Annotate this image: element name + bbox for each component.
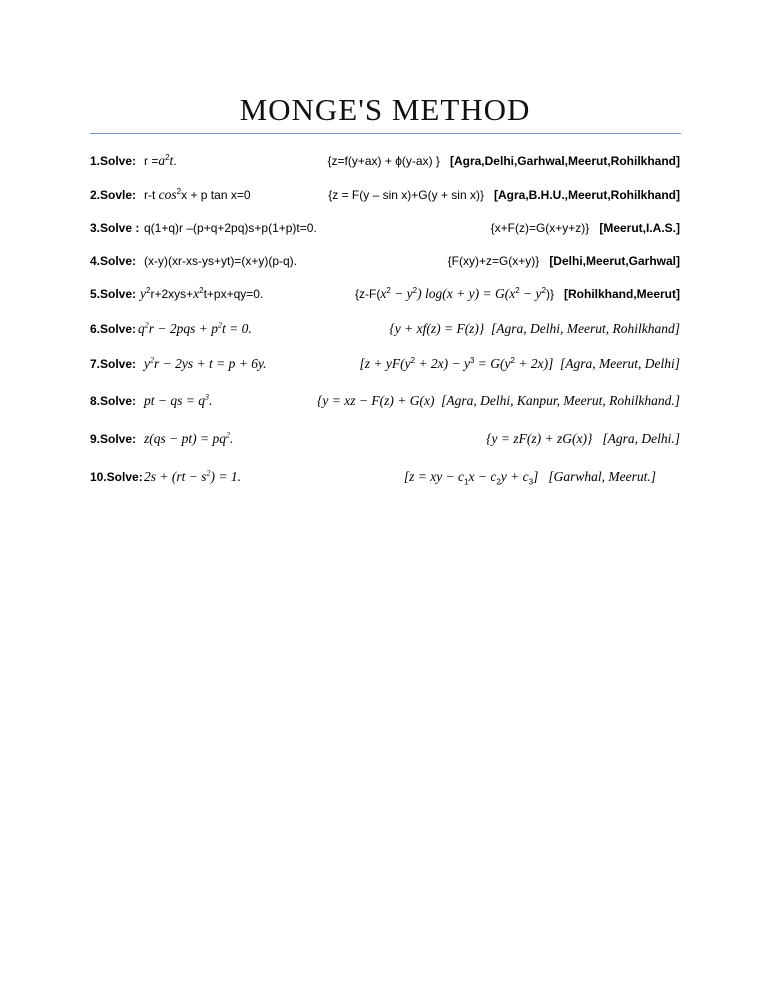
- problem-row-3: [90, 217, 680, 239]
- problem-row-7: [90, 353, 680, 375]
- problem-reference: [Agra, Delhi.]: [602, 431, 680, 446]
- problem-solution: {F(xy)+z=G(x+y)} [Delhi,Meerut,Garhwal]: [447, 254, 680, 268]
- problem-equation: $q^2r - 2pqs + p^2t = 0$.: [138, 320, 252, 336]
- problem-label: 9.Solve:: [90, 432, 137, 446]
- problem-equation: pt − qs = $q^3$.: [144, 392, 213, 408]
- problem-solution: {y + xf(z) = F(z)} [Agra, Delhi, Meerut, Rohilkhand]: [389, 321, 680, 336]
- problem-reference: [Agra,Delhi,Garhwal,Meerut,Rohilkhand]: [449, 154, 680, 168]
- problem-label: 5.Solve:: [90, 287, 137, 301]
- problem-equation: $y^2r+2xys+x^2t+px+qy=0$.: [140, 286, 264, 301]
- problem-row-10: [90, 466, 680, 488]
- problem-solution: $[z + yF(y^2 + 2x) - y^3 = G(y^2 + 2x)]$ [Agra, Meerut, Delhi]: [359, 356, 680, 371]
- problem-equation: $2s + (rt - s^2) = 1$.: [144, 468, 241, 484]
- problem-row-9: [90, 428, 680, 450]
- problem-label: 10.Solve:: [90, 470, 143, 484]
- problem-label: 1.Solve:: [90, 154, 137, 168]
- problem-solution: {z=f(y+ax) + ϕ(y-ax) } [Agra,Delhi,Garhwal,Meerut,Rohilkhand]: [327, 154, 680, 168]
- problem-equation: $r =a^2t$.: [144, 153, 177, 168]
- problem-row-6: [90, 318, 680, 340]
- problem-reference: [Agra, Delhi, Meerut, Rohilkhand]: [491, 321, 680, 336]
- problem-reference: [Agra,B.H.U.,Meerut,Rohilkhand]: [493, 188, 680, 202]
- problem-row-4: [90, 250, 680, 272]
- problem-equation: $z(qs - pt) = pq^2$.: [144, 430, 234, 446]
- problem-label: 3.Solve :: [90, 221, 140, 235]
- problem-equation: q(1+q)r –(p+q+2pq)s+p(1+p)t=0.: [144, 221, 317, 235]
- problem-row-5: [90, 283, 680, 305]
- page-title: MONGE'S METHOD: [239, 92, 531, 127]
- problem-solution: {y = xz − F(z) + G(x) [Agra, Delhi, Kanpur, Meerut, Rohilkhand.]: [317, 393, 680, 408]
- problem-label: 8.Solve:: [90, 394, 137, 408]
- problem-solution: {z = F(y – sin x)+G(y + sin x)} [Agra,B.H.U.,Meerut,Rohilkhand]: [328, 188, 680, 202]
- problem-solution: $\{z-F(x^2 - y^2) \log(x + y) = G(x^2 - y^2)\}$ [Rohilkhand,Meerut]: [354, 286, 680, 301]
- problem-reference: [Agra, Meerut, Delhi]: [560, 356, 680, 371]
- problem-row-1: [90, 150, 680, 172]
- problem-solution: {x+F(z)=G(x+y+z)} [Meerut,I.A.S.]: [490, 221, 680, 235]
- problem-row-8: [90, 390, 680, 412]
- problem-label: 2.Sovle:: [90, 188, 137, 202]
- problem-reference: [Agra, Delhi, Kanpur, Meerut, Rohilkhand.]: [441, 393, 680, 408]
- title-divider: [90, 133, 681, 134]
- problem-solution: {y = zF(z) + zG(x)} [Agra, Delhi.]: [486, 431, 680, 446]
- problem-label: 6.Solve:: [90, 322, 137, 336]
- problem-solution: [z = xy − $c_1x - c_2y + c_3$] [Garwhal, Meerut.]: [403, 469, 656, 487]
- problem-equation: $y^2r - 2ys + t = p + 6y$.: [144, 355, 267, 371]
- problem-label: 7.Solve:: [90, 357, 137, 371]
- problem-reference: [Meerut,I.A.S.]: [599, 221, 680, 235]
- problem-reference: [Garwhal, Meerut.]: [548, 469, 656, 484]
- problem-row-2: [90, 184, 680, 206]
- problem-equation: r-t $\cos^2x + p$ tan x=0: [144, 187, 251, 202]
- problem-label: 4.Solve:: [90, 254, 137, 268]
- problem-reference: [Rohilkhand,Meerut]: [564, 287, 680, 301]
- problem-reference: [Delhi,Meerut,Garhwal]: [549, 254, 680, 268]
- problem-equation: (x-y)(xr-xs-ys+yt)=(x+y)(p-q).: [144, 254, 297, 268]
